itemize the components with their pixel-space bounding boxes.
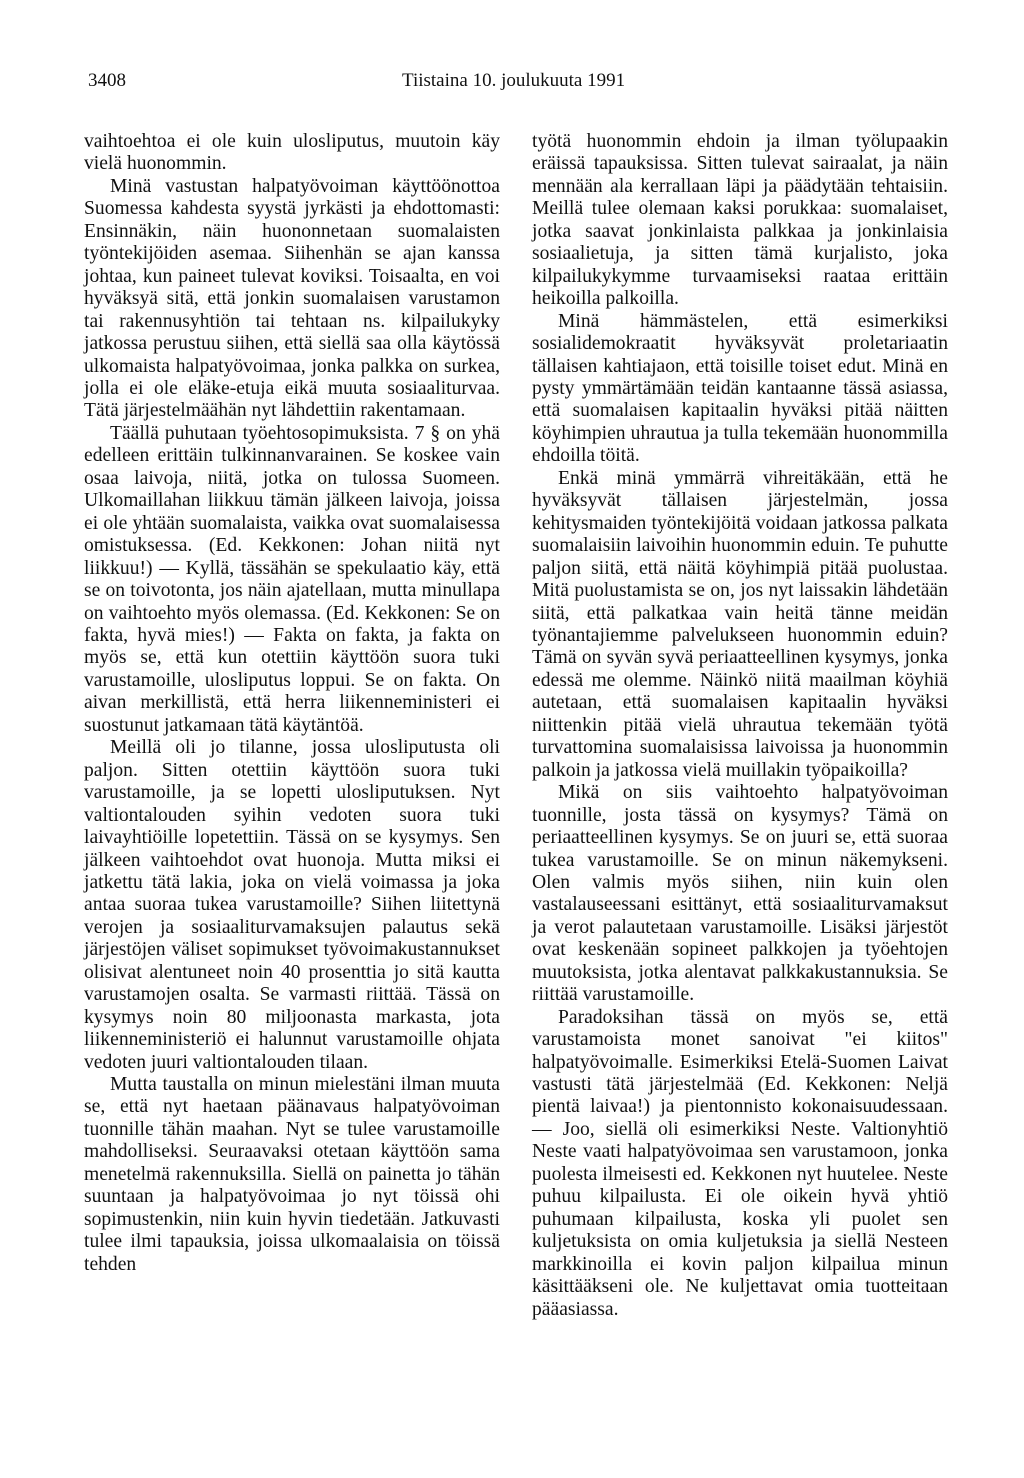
paragraph: Mikä on siis vaihtoehto halpatyövoiman tuonnille, josta tässä on kysymys? Tämä on periaatteellinen kysymys. Se on juuri se, että suoraa tukea varustamoille. Se on minun näkemykseni. Olen valmis myös siihen, niin kuin olen vastalauseessani esittänyt, että sosiaaliturvamaksut ja verot palautetaan varustamoille. Lisäksi järjestöt ovat keskenään sopineet palkkojen ja työehtojen muutoksista, jotka alentavat palkkakustannuksia. Se riittää varustamoille. — [532, 782, 948, 1006]
right-column — [532, 131, 948, 1321]
paragraph: Täällä puhutaan työehtosopimuksista. 7 § on yhä edelleen erittäin tulkinnanvarainen. Se koskee vain osaa laivoja, niitä, jotka on tulossa Suomeen. Ulkomaillahan liikkuu tämän jälkeen laivoja, joissa ei ole yhtään suomalaista, vaikka ovat suomalaisessa omistuksessa. (Ed. Kekkonen: Johan niitä nyt liikkuu!) — Kyllä, tässähän se spekulaatio käy, että se on toivotonta, jos näin ajatellaan, mutta minullapa on vaihtoehto myös olemassa. (Ed. Kekkonen: Se on fakta, hyvä mies!) — Fakta on fakta, ja fakta on myös se, että kun otettiin käyttöön suora tuki varustamoille, ulosliputus loppui. Se on fakta. On aivan merkillistä, että herra liikenneministeri ei suostunut jatkamaan tätä käytäntöä. — [84, 422, 500, 736]
paragraph: Enkä minä ymmärrä vihreitäkään, että he hyväksyvät tällaisen järjestelmän, jossa kehitysmaiden työntekijöitä voidaan jatkossa palkata suomalaisiin laivoihin huonommin eduin. Te puhutte paljon siitä, että näitä köyhimpiä pitää puolustaa. Mitä puolustamista se on, jos nyt laissakin lähdetään siitä, että palkatkaa vain heitä tänne meidän työnantajiemme palvelukseen huonommin eduin? Tämä on syvän syvä periaatteellinen kysymys, jonka edessä me olemme. Näinkö niitä maailman köyhiä autetaan, että suomalaisen kapitaalin hyväksi niittenkin pitää vielä uhrautua tekemään työtä turvattomina suomalaisissa laivoissa ja huonommin palkoin ja jatkossa vielä muillakin työpaikoilla? — [532, 467, 948, 781]
paragraph: Paradoksihan tässä on myös se, että varustamoista monet sanoivat "ei kiitos" halpatyövoimalle. Esimerkiksi Etelä-Suomen Laivat vastusti tätä järjestelmää (Ed. Kekkonen: Neljä pientä laivaa!) ja pientonnisto kokonaisuudessaan. — Joo, siellä oli esimerkiksi Neste. Valtionyhtiö Neste vaati halpatyövoimaa sen varustamoon, jonka puolesta ilmeisesti ed. Kekkonen nyt huutelee. Neste puhuu kilpailusta. Ei ole oikein hyvä yhtiö puhumaan kilpailusta, koska yli puolet sen kuljetuksista on omia kuljetuksia ja siellä Nesteen markkinoilla ei kovin paljon kilpailua minun käsittääkseni ole. Ne kuljettavat omia tuotteitaan pääasiassa. — [532, 1006, 948, 1320]
paragraph: Minä vastustan halpatyövoiman käyttöönottoa Suomessa kahdesta syystä jyrkästi ja ehdottomasti: Ensinnäkin, näin huononnetaan suomalaisten työntekijöiden asemaa. Siihenhän se ajan kanssa johtaa, kun paineet tulevat koviksi. Toisaalta, en voi hyväksyä sitä, että jonkin suomalaisen varustamon tai rakennusyhtiön tai tehtaan ns. kilpailukyky jatkossa perustuu siihen, että siellä saa olla käytössä ulkomaista halpatyövoimaa, jonka palkka on surkea, jolla ei ole eläke-etuja eikä muuta sosiaaliturvaa. Tätä järjestelmäähän nyt lähdettiin rakentamaan. — [84, 175, 500, 422]
paragraph: Minä hämmästelen, että esimerkiksi sosialidemokraatit hyväksyvät proletariaatin tällaisen kahtiajaon, että toisille toiset edut. Minä en pysty ymmärtämään teidän kantaanne tässä asiassa, että suomalaisen kapitaalin hyväksi pitää näitten köyhimpien uhrautua ja tulla tekemään huonommilla ehdoilla töitä. — [532, 310, 948, 467]
paragraph: työtä huonommin ehdoin ja ilman työlupaakin eräissä tapauksissa. Sitten tulevat sairaalat, ja näin mennään ala kerrallaan läpi ja päädytään tehtaisiin. Meillä tulee olemaan kaksi porukkaa: suomalaiset, jotka saavat jonkinlaista palkkaa ja jonkinlaisia sosiaalietuja, ja sitten tämä kurjalisto, joka kilpailukykymme turvaamiseksi raataa erittäin heikoilla palkoilla. — [532, 131, 948, 310]
paragraph: Mutta taustalla on minun mielestäni ilman muuta se, että nyt haetaan päänavaus halpatyövoiman tuonnille tähän maahan. Nyt se tulee varustamoille mahdolliseksi. Seuraavaksi otetaan käyttöön sama menetelmä rakennuksilla. Siellä on painetta jo tähän suuntaan ja halpatyövoimaa jo nyt töissä ohi sopimustenkin, niin kuin hyvin tiedetään. Jatkuvasti tulee ilmi tapauksia, joissa ulkomaalaisia on töissä tehden — [84, 1074, 500, 1275]
paragraph: vaihtoehtoa ei ole kuin ulosliputus, muutoin käy vielä huonommin. — [84, 131, 500, 175]
page-number: 3408 — [88, 70, 126, 91]
page-header — [0, 70, 1024, 94]
paragraph: Meillä oli jo tilanne, jossa ulosliputusta oli paljon. Sitten otettiin käyttöön suora tuki varustamoille, ja se lopetti ulosliputuksen. Nyt valtiontalouden syihin vedoten suora tuki laivayhtiöille lopetettiin. Tässä on se kysymys. Sen jälkeen vaihtoehdot ovat huonoja. Mutta miksi ei jatkettu tätä lakia, joka on vielä voimassa ja joka antaa suoraa tukea varustamoille? Siihen liitettynä verojen ja sosiaaliturvamaksujen palautus sekä järjestöjen väliset sopimukset työvoimakustannukset olisivat alentuneet noin 40 prosenttia jo sitä kautta varustamojen osalta. Se varmasti riittää. Tässä on kysymys noin 80 miljoonasta markasta, jota liikenneministeriö ei halunnut varustamoille ohjata vedoten juuri valtiontalouden tilaan. — [84, 737, 500, 1073]
session-date: Tiistaina 10. joulukuuta 1991 — [402, 70, 626, 91]
left-column — [84, 131, 500, 1276]
